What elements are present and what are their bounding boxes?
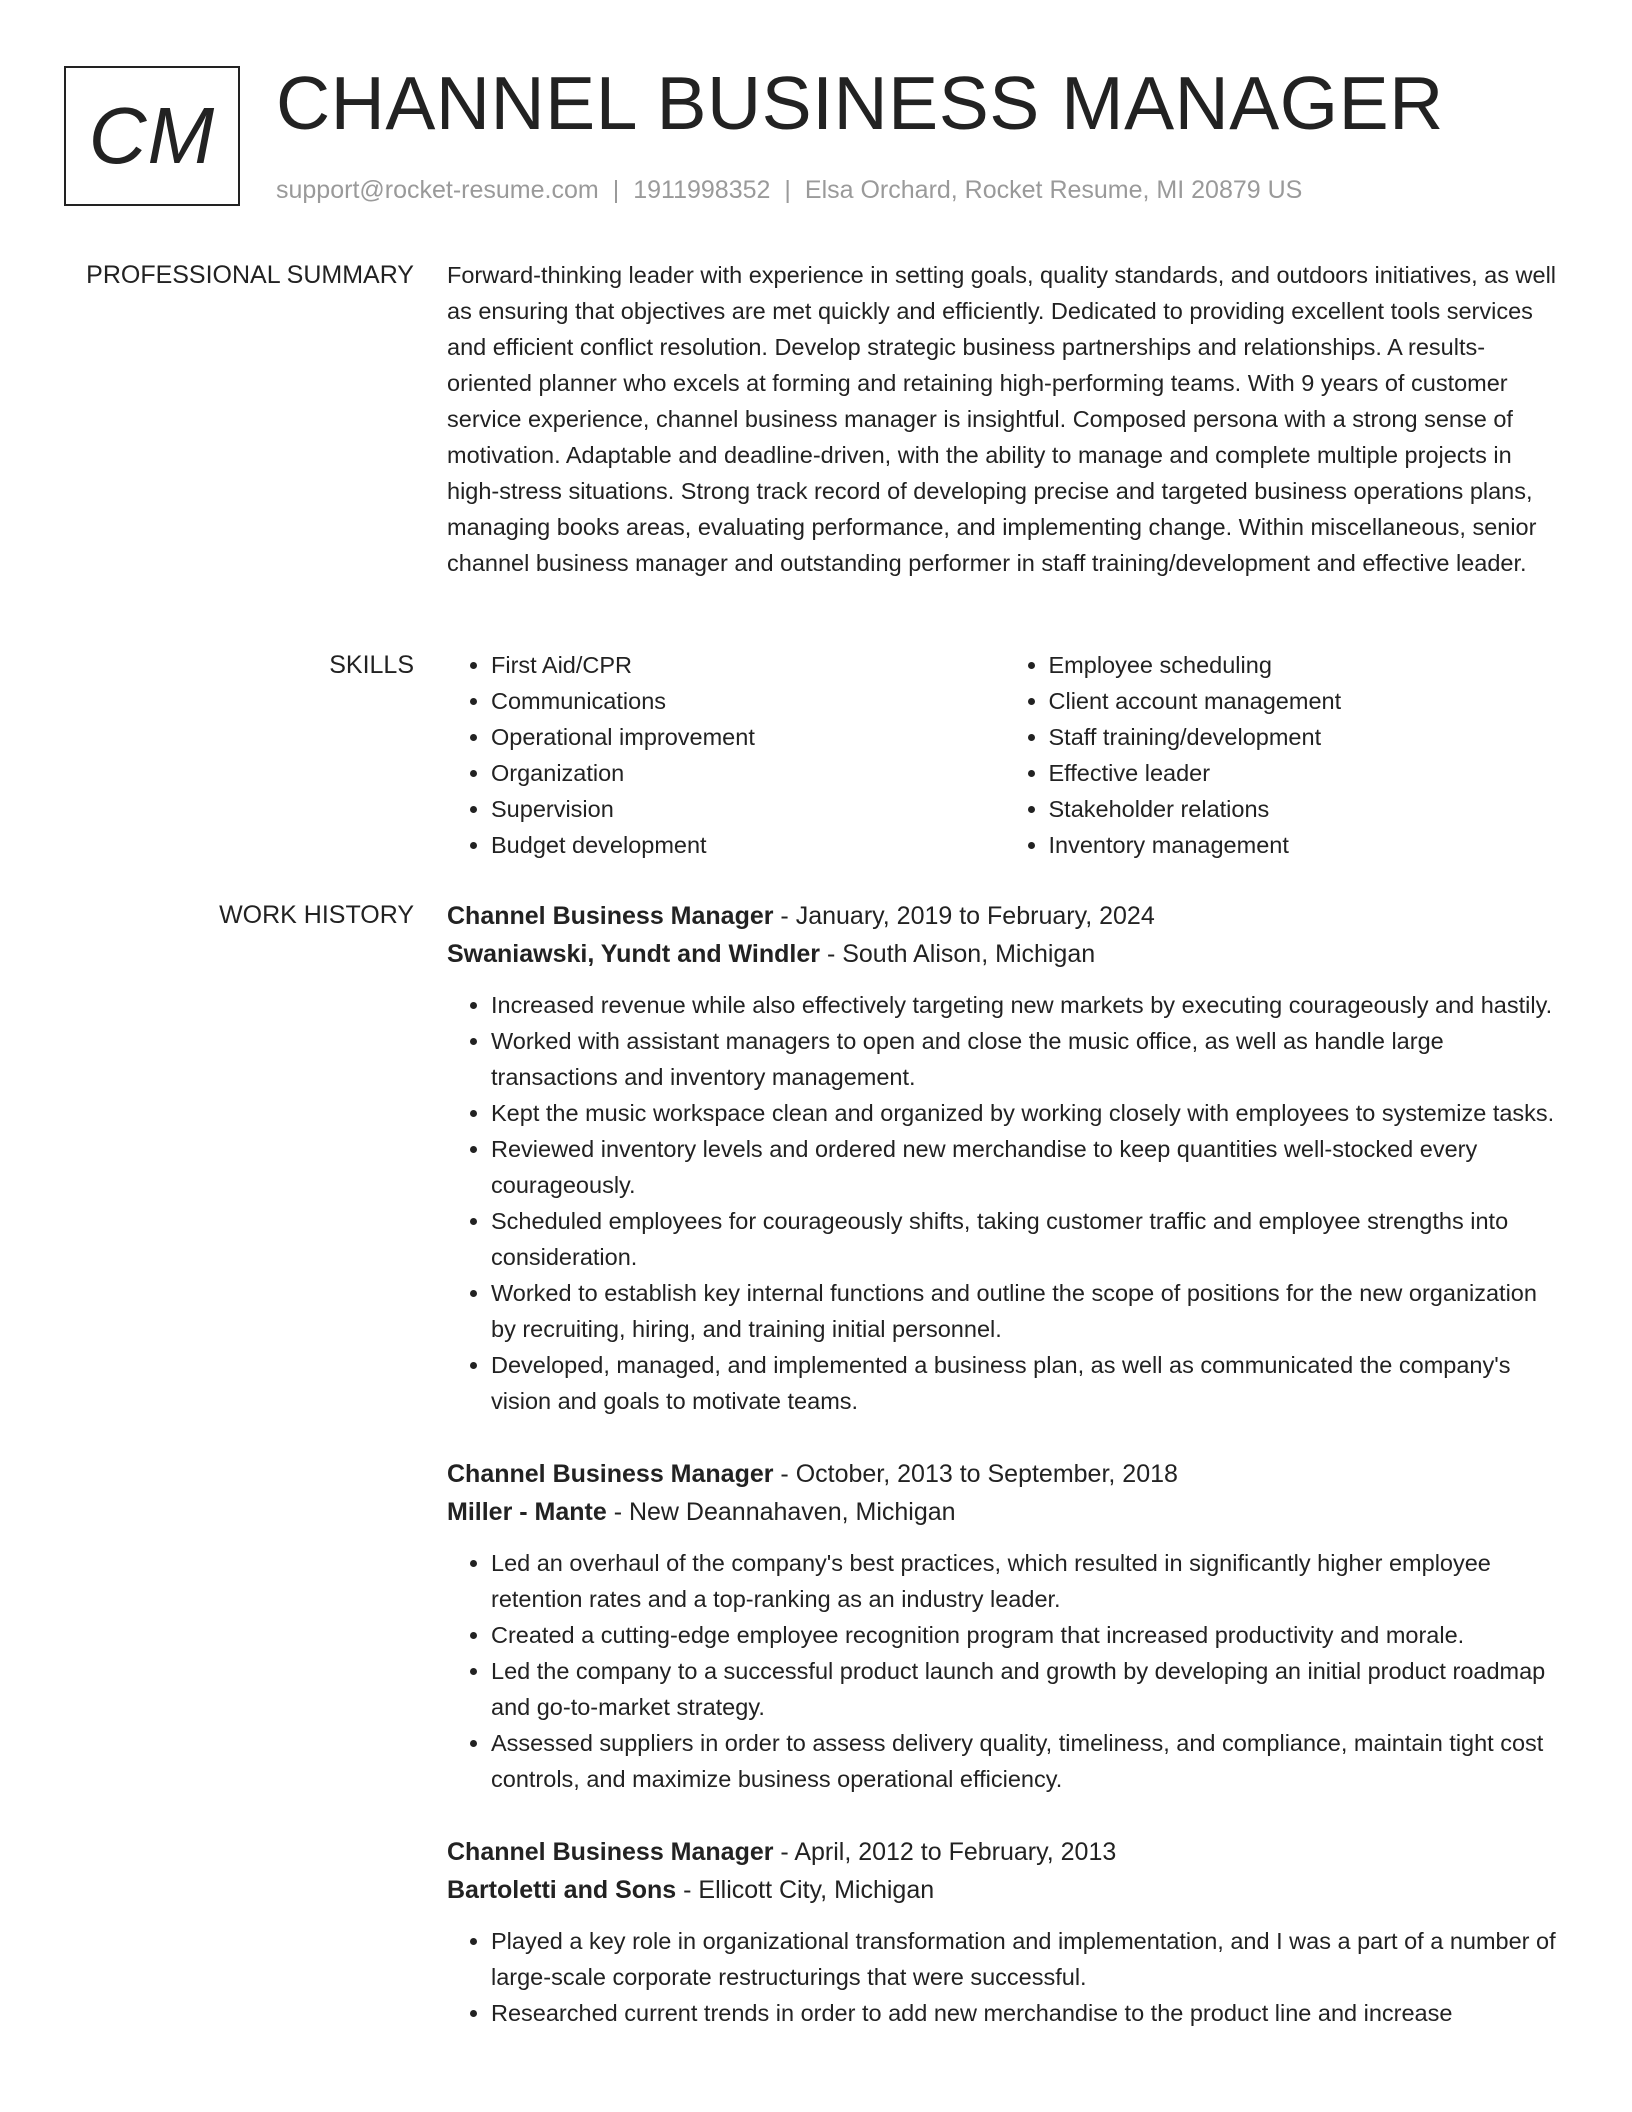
skill-item: • Inventory management [1049,827,1563,863]
job-title-line [447,1833,1562,1871]
job-location: - South Alison, Michigan [820,940,1096,968]
job-entry [447,1455,1562,1797]
section-label-work-history: WORK HISTORY [219,901,414,929]
job-bullet: • Led an overhaul of the company's best practices, which resulted in significantly higher employee retention rates and a top-ranking as an industry leader. [491,1545,1562,1617]
job-dates: - October, 2013 to September, 2018 [773,1460,1178,1488]
job-bullet: • Kept the music workspace clean and organized by working closely with employees to systemize tasks. [491,1095,1562,1131]
job-title: Channel Business Manager [447,902,774,930]
job-dates: - January, 2019 to February, 2024 [773,902,1155,930]
job-bullets [447,1923,1562,2031]
skill-item: • Client account management [1049,683,1563,719]
job-bullet: • Reviewed inventory levels and ordered new merchandise to keep quantities well-stocked every courageously. [491,1131,1562,1203]
skill-item: • Budget development [491,827,1005,863]
contact-separator: | [612,176,620,204]
job-bullet: • Developed, managed, and implemented a business plan, as well as communicated the company's vision and goals to motivate teams. [491,1347,1562,1419]
job-entry [447,897,1562,1419]
job-bullet: • Created a cutting-edge employee recognition program that increased productivity and morale. [491,1617,1562,1653]
skill-item: • Organization [491,755,1005,791]
section-label-skills: SKILLS [329,651,414,679]
skill-item: • Employee scheduling [1049,647,1563,683]
job-title: Channel Business Manager [447,1460,774,1488]
job-title-line [447,1455,1562,1493]
skills-list-right [1005,647,1563,863]
job-bullets [447,1545,1562,1797]
contact-address: Elsa Orchard, Rocket Resume, MI 20879 US [804,176,1303,204]
job-bullet: • Researched current trends in order to add new merchandise to the product line and increase [491,1995,1562,2031]
skill-item: • Supervision [491,791,1005,827]
job-location: - Ellicott City, Michigan [676,1876,935,1904]
skills-columns [447,647,1562,863]
job-company-line [447,1871,1562,1909]
monogram-box [64,66,240,206]
monogram-initials: CM [88,91,216,180]
skill-item: • Staff training/development [1049,719,1563,755]
job-bullet: • Worked with assistant managers to open and close the music office, as well as handle large transactions and inventory management. [491,1023,1562,1095]
job-company-line [447,1493,1562,1531]
job-bullets [447,987,1562,1419]
job-company: Miller - Mante [447,1498,607,1526]
job-bullet: • Worked to establish key internal functions and outline the scope of positions for the new organization by recruiting, hiring, and training initial personnel. [491,1275,1562,1347]
job-company: Swaniawski, Yundt and Windler [447,940,820,968]
work-history-body [447,897,1562,2067]
skill-item: • Operational improvement [491,719,1005,755]
job-bullet: • Assessed suppliers in order to assess delivery quality, timeliness, and compliance, maintain tight cost controls, and maximize business operational efficiency. [491,1725,1562,1797]
skills-body [447,647,1562,863]
contact-phone[interactable]: 1911998352 [633,176,771,204]
job-dates: - April, 2012 to February, 2013 [773,1838,1117,1866]
summary-body [447,257,1562,581]
skill-item: • Communications [491,683,1005,719]
job-bullet: • Played a key role in organizational transformation and implementation, and I was a part of a number of large-scale corporate restructurings that were successful. [491,1923,1562,1995]
job-company-line [447,935,1562,973]
section-label-summary: PROFESSIONAL SUMMARY [86,261,414,289]
skills-list-left [447,647,1005,863]
skill-item: • Effective leader [1049,755,1563,791]
resume-title: CHANNEL BUSINESS MANAGER [276,61,1444,145]
job-title-line [447,897,1562,935]
contact-separator: | [784,176,791,204]
job-location: - New Deannahaven, Michigan [606,1498,956,1526]
job-bullet: • Scheduled employees for courageously shifts, taking customer traffic and employee strengths into consideration. [491,1203,1562,1275]
job-bullet: • Led the company to a successful product launch and growth by developing an initial product roadmap and go-to-market strategy. [491,1653,1562,1725]
contact-line [276,174,1302,206]
job-title: Channel Business Manager [447,1838,774,1866]
summary-text: Forward-thinking leader with experience in setting goals, quality standards, and outdoors initiatives, as well as ensuring that objectives are met quickly and efficiently. Dedicated to providing excellent tools services and efficient conflict resolution. Develop strategic business partnerships and relationships. A results-oriented planner who excels at forming and retaining high-performing teams. With 9 years of customer service experience, channel business manager is insightful. Composed persona with a strong sense of motivation. Adaptable and deadline-driven, with the ability to manage and complete multiple projects in high-stress situations. Strong track record of developing precise and targeted business operations plans, managing books areas, evaluating performance, and implementing change. Within miscellaneous, senior channel business manager and outstanding performer in staff training/development and effective leader. [447,262,1557,576]
skill-item: • Stakeholder relations [1049,791,1563,827]
contact-email[interactable]: support@rocket-resume.com [276,176,599,204]
job-bullet: • Increased revenue while also effectively targeting new markets by executing courageously and hastily. [491,987,1562,1023]
job-entry [447,1833,1562,2031]
job-company: Bartoletti and Sons [447,1876,677,1904]
skill-item: • First Aid/CPR [491,647,1005,683]
